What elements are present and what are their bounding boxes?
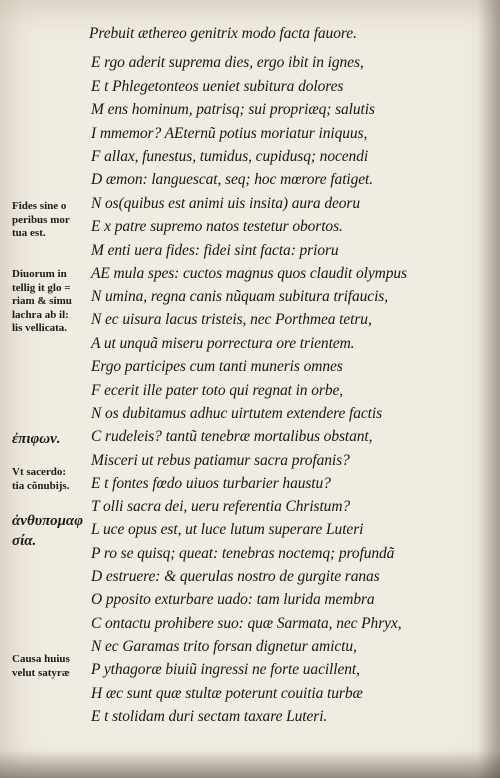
margin-note-3: ἐπιφων. [12, 431, 61, 447]
verse-line-21: T olli sacra dei, ueru referentia Christum? [91, 498, 351, 515]
verse-line-13: N ec uisura lacus tristeis, nec Porthmea tetru, [91, 311, 372, 328]
verse-line-30: E t stolidam duri sectam taxare Luteri. [91, 708, 328, 725]
verse-line-12: N umina, regna canis nũquam subitura trifaucis, [91, 288, 388, 305]
verse-line-2: E rgo aderit suprema dies, ergo ibit in ignes, [91, 54, 364, 71]
verse-line-7: D æmon: languescat, seq; hoc mœrore fatiget. [91, 171, 374, 188]
verse-line-18: C rudeleis? tantũ tenebræ mortalibus obstant, [91, 428, 373, 445]
page-edge-shadow-bottom [0, 750, 500, 778]
margin-note-5: ἀνθυπομαφ σία. [12, 513, 83, 549]
verse-line-16: F ecerit ille pater toto qui regnat in orbe, [91, 382, 344, 399]
verse-line-3: E t Phlegetonteos ueniet subitura dolores [91, 78, 344, 95]
margin-note-6: Causa huius velut satyræ [12, 653, 70, 679]
verse-line-23: P ro se quisq; queat: tenebras noctemq; profundã [91, 545, 395, 562]
verse-line-11: AE mula spes: cuctos magnus quos claudit olympus [91, 265, 407, 282]
verse-line-4: M ens hominum, patrisq; sui propriæq; salutis [91, 101, 375, 118]
verse-line-22: L uce opus est, ut luce lutum superare Luteri [91, 521, 364, 538]
verse-line-8: N os(quibus est animi uis insita) aura deoru [91, 195, 361, 212]
verse-line-17: N os dubitamus adhuc uirtutem extendere factis [91, 405, 383, 422]
verse-line-10: M enti uera fides: fidei sint facta: prioru [91, 242, 339, 259]
verse-line-26: C ontactu prohibere suo: quæ Sarmata, nec Phryx, [91, 615, 402, 632]
verse-line-14: A ut unquã miseru porrectura ore trientem. [91, 335, 355, 352]
margin-note-1: Fides sine o peribus mor tua est. [12, 200, 70, 239]
verse-line-20: E t fontes fœdo uiuos turbarier haustu? [91, 475, 331, 492]
verse-line-9: E x patre supremo natos testetur obortos. [91, 218, 343, 235]
margin-note-4: Vt sacerdo: tia cõnubijs. [12, 466, 70, 492]
page-edge-shadow-right [478, 0, 500, 778]
verse-line-24: D estruere: & querulas nostro de gurgite ranas [91, 568, 380, 585]
verse-line-5: I mmemor? AEternũ potius moriatur iniquus, [91, 125, 368, 142]
verse-line-27: N ec Garamas trito forsan dignetur amictu, [91, 638, 357, 655]
verse-line-1: Prebuit æthereo genitrix modo facta fauore. [89, 25, 357, 42]
verse-line-29: H æc sunt quæ stultæ poterunt couitia turbæ [91, 685, 363, 702]
verse-line-15: Ergo participes cum tanti muneris omnes [91, 358, 343, 375]
verse-line-6: F allax, funestus, tumidus, cupidusq; nocendi [91, 148, 369, 165]
margin-note-2: Diuorum in tellig it glo = riam & simu lachra ab il: lis vellicata. [12, 268, 72, 334]
verse-line-19: Misceri ut rebus patiamur sacra profanis? [91, 452, 350, 469]
verse-line-28: P ythagoræ biuiũ ingressi ne forte uacillent, [91, 661, 360, 678]
verse-line-25: O pposito exturbare uado: tam lurida membra [91, 591, 375, 608]
